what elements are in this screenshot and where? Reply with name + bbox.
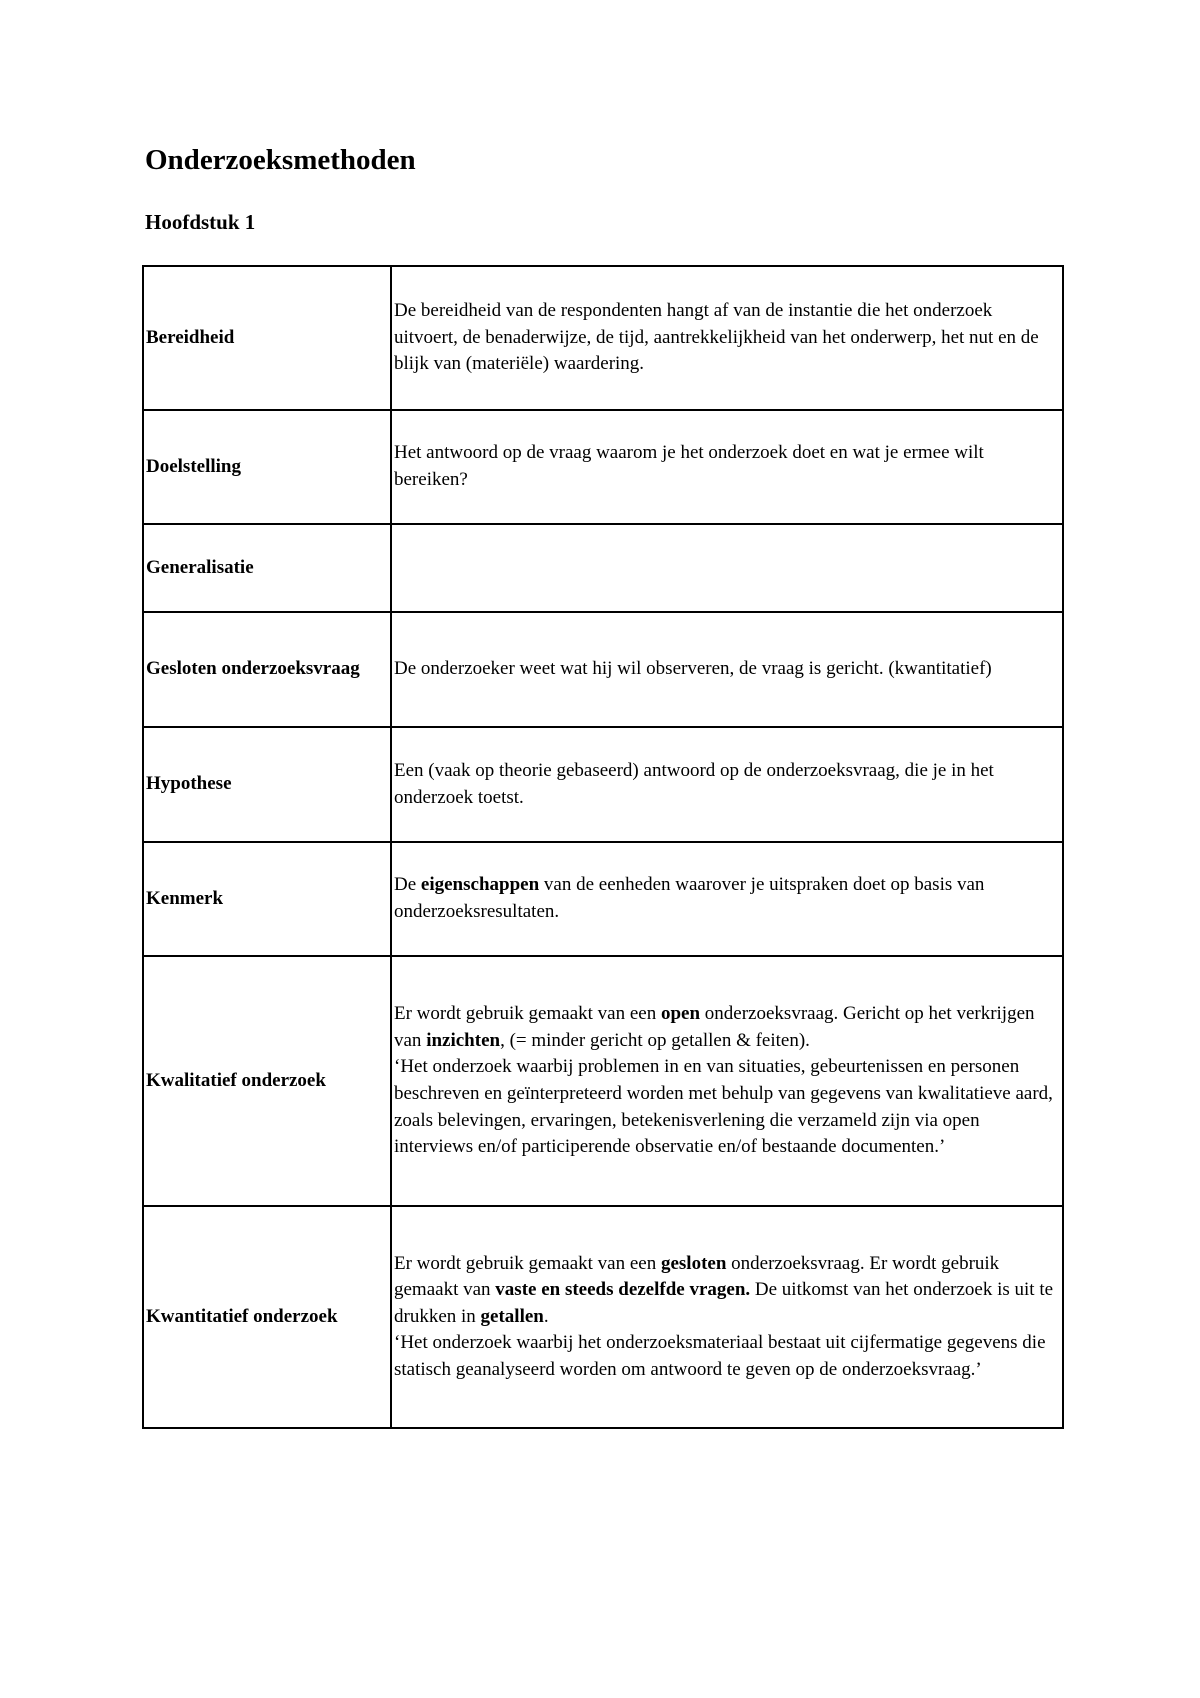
definition-emphasis: gesloten: [660, 1252, 727, 1274]
document-title: Onderzoeksmethoden: [145, 144, 416, 176]
definition-emphasis: inzichten: [426, 1029, 501, 1051]
definition-text: ‘Het onderzoek waarbij problemen in en van situaties, gebeurtenissen en personen beschreven en geïnterpreteerd worden met behulp van gegevens van kwalitatieve aard, zoals belevingen, ervaringen, betekenisverlening die verzameld zijn via open interviews en/of participerende observatie en/of bestaande documenten.’: [394, 1056, 1053, 1158]
definition-text: Het antwoord op de vraag waarom je het onderzoek doet en wat je ermee wilt bereiken?: [394, 442, 984, 490]
definition-text: ‘Het onderzoek waarbij het onderzoeksmateriaal bestaat uit cijfermatige gegevens die statisch geanalyseerd worden om antwoord te geven op de onderzoeksvraag.’: [394, 1332, 1046, 1380]
definition-paragraph: [394, 1251, 1060, 1331]
glossary-table: [142, 265, 1064, 1429]
glossary-definition: [391, 727, 1063, 842]
definition-paragraph: [394, 1054, 1060, 1160]
definition-text: De bereidheid van de respondenten hangt af van de instantie die het onderzoek uitvoert, de benaderwijze, de tijd, aantrekkelijkheid van het onderwerp, het nut en de blijk van (materiële) waardering.: [394, 300, 1039, 375]
glossary-row: [143, 612, 1063, 727]
glossary-term: Hypothese: [143, 727, 391, 842]
glossary-term: Kwalitatief onderzoek: [143, 956, 391, 1206]
glossary-definition: [391, 842, 1063, 956]
definition-text: onderzoeksvraag. Er wordt gebruik gemaakt van: [394, 1252, 1000, 1301]
glossary-definition: [391, 524, 1063, 612]
definition-paragraph: [394, 298, 1060, 378]
chapter-heading: Hoofdstuk 1: [145, 210, 256, 234]
definition-text: , (= minder gericht op getallen & feiten).: [500, 1029, 810, 1051]
glossary-definition: [391, 1206, 1063, 1428]
glossary-row: [143, 524, 1063, 612]
definition-text: Er wordt gebruik gemaakt van een: [394, 1003, 661, 1025]
definition-text: De onderzoeker weet wat hij wil observeren, de vraag is gericht. (kwantitatief): [394, 658, 992, 680]
definition-text: Er wordt gebruik gemaakt van een: [394, 1252, 661, 1274]
glossary-definition: [391, 410, 1063, 524]
definition-paragraph: [394, 440, 1060, 493]
definition-text: De uitkomst van het onderzoek is uit te drukken in: [394, 1279, 1054, 1327]
glossary-row: [143, 956, 1063, 1206]
glossary-term: Kenmerk: [143, 842, 391, 956]
glossary-term: Doelstelling: [143, 410, 391, 524]
glossary-term: Kwantitatief onderzoek: [143, 1206, 391, 1428]
definition-paragraph: [394, 1001, 1060, 1054]
glossary-row: [143, 410, 1063, 524]
definition-paragraph: [394, 758, 1060, 811]
definition-text: .: [543, 1305, 549, 1327]
definition-emphasis: getallen: [480, 1305, 544, 1327]
definition-paragraph: [394, 872, 1060, 925]
glossary-row: [143, 727, 1063, 842]
glossary-row: [143, 1206, 1063, 1428]
definition-paragraph: [394, 656, 1060, 683]
definition-emphasis: vaste en steeds dezelfde vragen.: [495, 1279, 751, 1301]
glossary-term: Bereidheid: [143, 266, 391, 410]
glossary-term: Generalisatie: [143, 524, 391, 612]
glossary-term: Gesloten onderzoeksvraag: [143, 612, 391, 727]
definition-text: Een (vaak op theorie gebaseerd) antwoord op de onderzoeksvraag, die je in het onderzoek toetst.: [394, 759, 994, 808]
definition-text: van de eenheden waarover je uitspraken doet op basis van onderzoeksresultaten.: [394, 874, 985, 922]
definition-text: onderzoeksvraag. Gericht op het verkrijgen van: [394, 1003, 1035, 1051]
glossary-row: [143, 842, 1063, 956]
glossary-table-body: [143, 266, 1063, 1428]
glossary-definition: [391, 956, 1063, 1206]
glossary-definition: [391, 266, 1063, 410]
definition-paragraph: [394, 1330, 1060, 1383]
glossary-definition: [391, 612, 1063, 727]
definition-text: De: [394, 874, 421, 896]
definition-emphasis: eigenschappen: [420, 874, 540, 896]
glossary-row: [143, 266, 1063, 410]
definition-emphasis: open: [660, 1003, 701, 1025]
